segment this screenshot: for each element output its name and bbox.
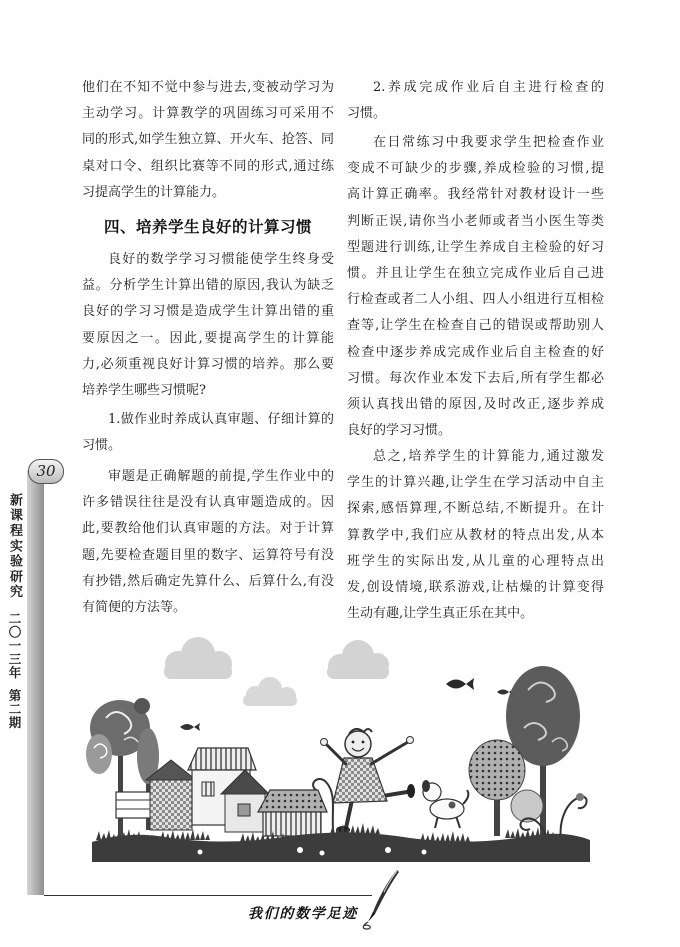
section-heading: 四、培养学生良好的计算习惯 [103, 218, 312, 236]
text-line: 2.养成完成作业后自主进行检查的 [373, 80, 604, 95]
pen-nib [368, 912, 375, 922]
dog-ear [422, 780, 430, 792]
issue-number: 第二期 [7, 689, 22, 730]
text-line: 习提高学生的计算能力。 [82, 184, 226, 200]
text-line: 惯。并且让学生在独立完成作业后自己进 [347, 265, 604, 281]
text-line: 题,先要检查题目里的数字、运算符号有没 [82, 547, 334, 563]
text-line: 班学生的实际出发,从儿童的心理特点出 [347, 553, 604, 569]
mushroom-tree [469, 740, 525, 836]
house-roof [188, 748, 256, 770]
pen-feather [371, 870, 399, 917]
pen-swirl [363, 922, 370, 929]
text-line: 行检查或者二人小组、四人小组进行互相检 [347, 292, 604, 308]
text-line: 许多错误往往是没有认真审题造成的。因 [82, 495, 334, 511]
text-line: 查等,让学生在检查自己的错误或帮助别人 [347, 318, 604, 334]
text-line: 学生的计算兴趣,让学生在学习活动中自主 [347, 475, 604, 491]
bush [511, 790, 543, 822]
cloud-base [243, 695, 297, 706]
house-dotted [258, 790, 327, 836]
grass-tuft [330, 823, 380, 834]
dog-body [430, 799, 464, 819]
text-line: 桌对口令、组织比赛等不同的形式,通过练 [82, 158, 334, 174]
page-number: 30 [28, 459, 64, 484]
child-arm [371, 742, 408, 764]
text-line: 他们在不知不觉中参与进去,变被动学习为 [82, 80, 334, 95]
ground-flower [385, 847, 391, 853]
text-line: 算教学中,我们应从教材的特点出发,从本 [347, 527, 604, 543]
house-window [202, 782, 214, 796]
text-line: 总之,培养学生的计算能力,通过激发 [373, 449, 604, 464]
text-line: 培养学生哪些习惯呢? [82, 382, 206, 398]
child-head [345, 731, 371, 757]
text-line: 发,创设情境,联系游戏,让枯燥的计算变得 [347, 579, 604, 595]
text-line: 良好的学习习惯是造成学生计算出错的重 [82, 304, 334, 320]
ground-flower [422, 850, 427, 855]
child-eye [352, 741, 355, 744]
cloud [164, 637, 232, 679]
text-line: 变成不可缺少的步骤,养成检验的习惯,提 [347, 161, 604, 177]
bird [180, 723, 200, 731]
grass-tuft [420, 831, 470, 842]
text-line: 习惯。 [347, 106, 387, 122]
text-line: 此,要教给他们认真审题的方法。对于计算 [82, 521, 334, 537]
dog-spot [449, 802, 456, 809]
journal-name: 新课程实验研究 [7, 493, 22, 601]
cloud [327, 640, 389, 679]
item2-paragraph [347, 130, 604, 444]
cloud-base [327, 665, 389, 679]
dog-tail [463, 790, 468, 804]
text-line: 检查中逐步养成完成作业后自主检查的好 [347, 344, 604, 360]
text-line: 探索,感悟算理,不断总结,不断提升。在计 [347, 501, 604, 517]
intro-paragraph [82, 75, 334, 206]
child-shirt [333, 758, 387, 803]
item1-title [82, 407, 334, 459]
child-arm [326, 744, 346, 764]
text-line: 须认真找出错的原因,及时改正,逐步养成 [347, 396, 604, 412]
child-leg [346, 800, 352, 828]
grass-tuft [160, 829, 210, 840]
text-line: 良好的数学学习习惯能使学生终身受 [108, 252, 334, 267]
text-line: 力,必须重视良好计算习惯的培养。那么要 [82, 356, 334, 372]
cloud [243, 677, 297, 706]
flower-head [576, 793, 584, 801]
section-paragraph [82, 247, 334, 404]
text-line: 同的形式,如学生独立算、开火车、抢答、同 [82, 132, 334, 148]
house-wall [263, 812, 321, 836]
text-line: 主动学习。计算教学的巩固练习可采用不 [82, 106, 334, 122]
text-line: 1.做作业时养成认真审题、仔细计算的 [108, 412, 334, 427]
child-eye [362, 741, 365, 744]
text-line: 有简便的方法等。 [82, 599, 187, 615]
tree-leaf [134, 698, 150, 714]
text-line: 要原因之一。因此,要提高学生的计算能 [82, 330, 334, 346]
child-hand [321, 739, 328, 746]
cartoon-illustration [80, 628, 595, 868]
child-figure [321, 729, 416, 834]
text-line: 审题是正确解题的前提,学生作业中的 [108, 469, 334, 484]
pen-icon [360, 868, 400, 930]
text-line: 习惯。每次作业本发下去后,所有学生都必 [347, 370, 604, 386]
child-shoe [407, 784, 415, 798]
child-hand [407, 737, 414, 744]
ground-flower [320, 851, 325, 856]
dog [422, 780, 468, 828]
margin-strip [27, 470, 44, 895]
conclusion-paragraph [347, 444, 604, 627]
text-line: 型题进行训练,让学生养成自主检验的好习 [347, 239, 604, 255]
text-line: 生动有趣,让学生真正乐在其中。 [347, 606, 534, 622]
item2-title [347, 75, 604, 127]
ground-flower [198, 850, 203, 855]
bird [446, 678, 474, 690]
footer-rule [44, 895, 372, 896]
cloud-base [164, 664, 232, 679]
text-line: 有抄错,然后确定先算什么、后算什么,有没 [82, 573, 334, 589]
tree-leaf [86, 734, 112, 774]
text-line: 在日常练习中我要求学生把检查作业 [373, 135, 604, 150]
text-line: 判断正误,请你当小老师或者当小医生等类 [347, 213, 604, 229]
text-line: 良好的学习习惯。 [347, 423, 452, 439]
house-wall [150, 778, 192, 830]
ground-flower [297, 847, 303, 853]
text-line: 高计算正确率。我经常针对教材设计一些 [347, 187, 604, 203]
tree-crown [469, 740, 525, 800]
house-roof [258, 790, 327, 812]
text-line: 益。分析学生计算出错的原因,我认为缺乏 [82, 278, 334, 294]
text-line: 习惯。 [82, 438, 122, 454]
item1-paragraph [82, 464, 334, 621]
issue-year: 二〇一三年 [7, 612, 22, 680]
footer-column-title: 我们的数学足迹 [248, 906, 358, 922]
house-window [238, 804, 250, 816]
